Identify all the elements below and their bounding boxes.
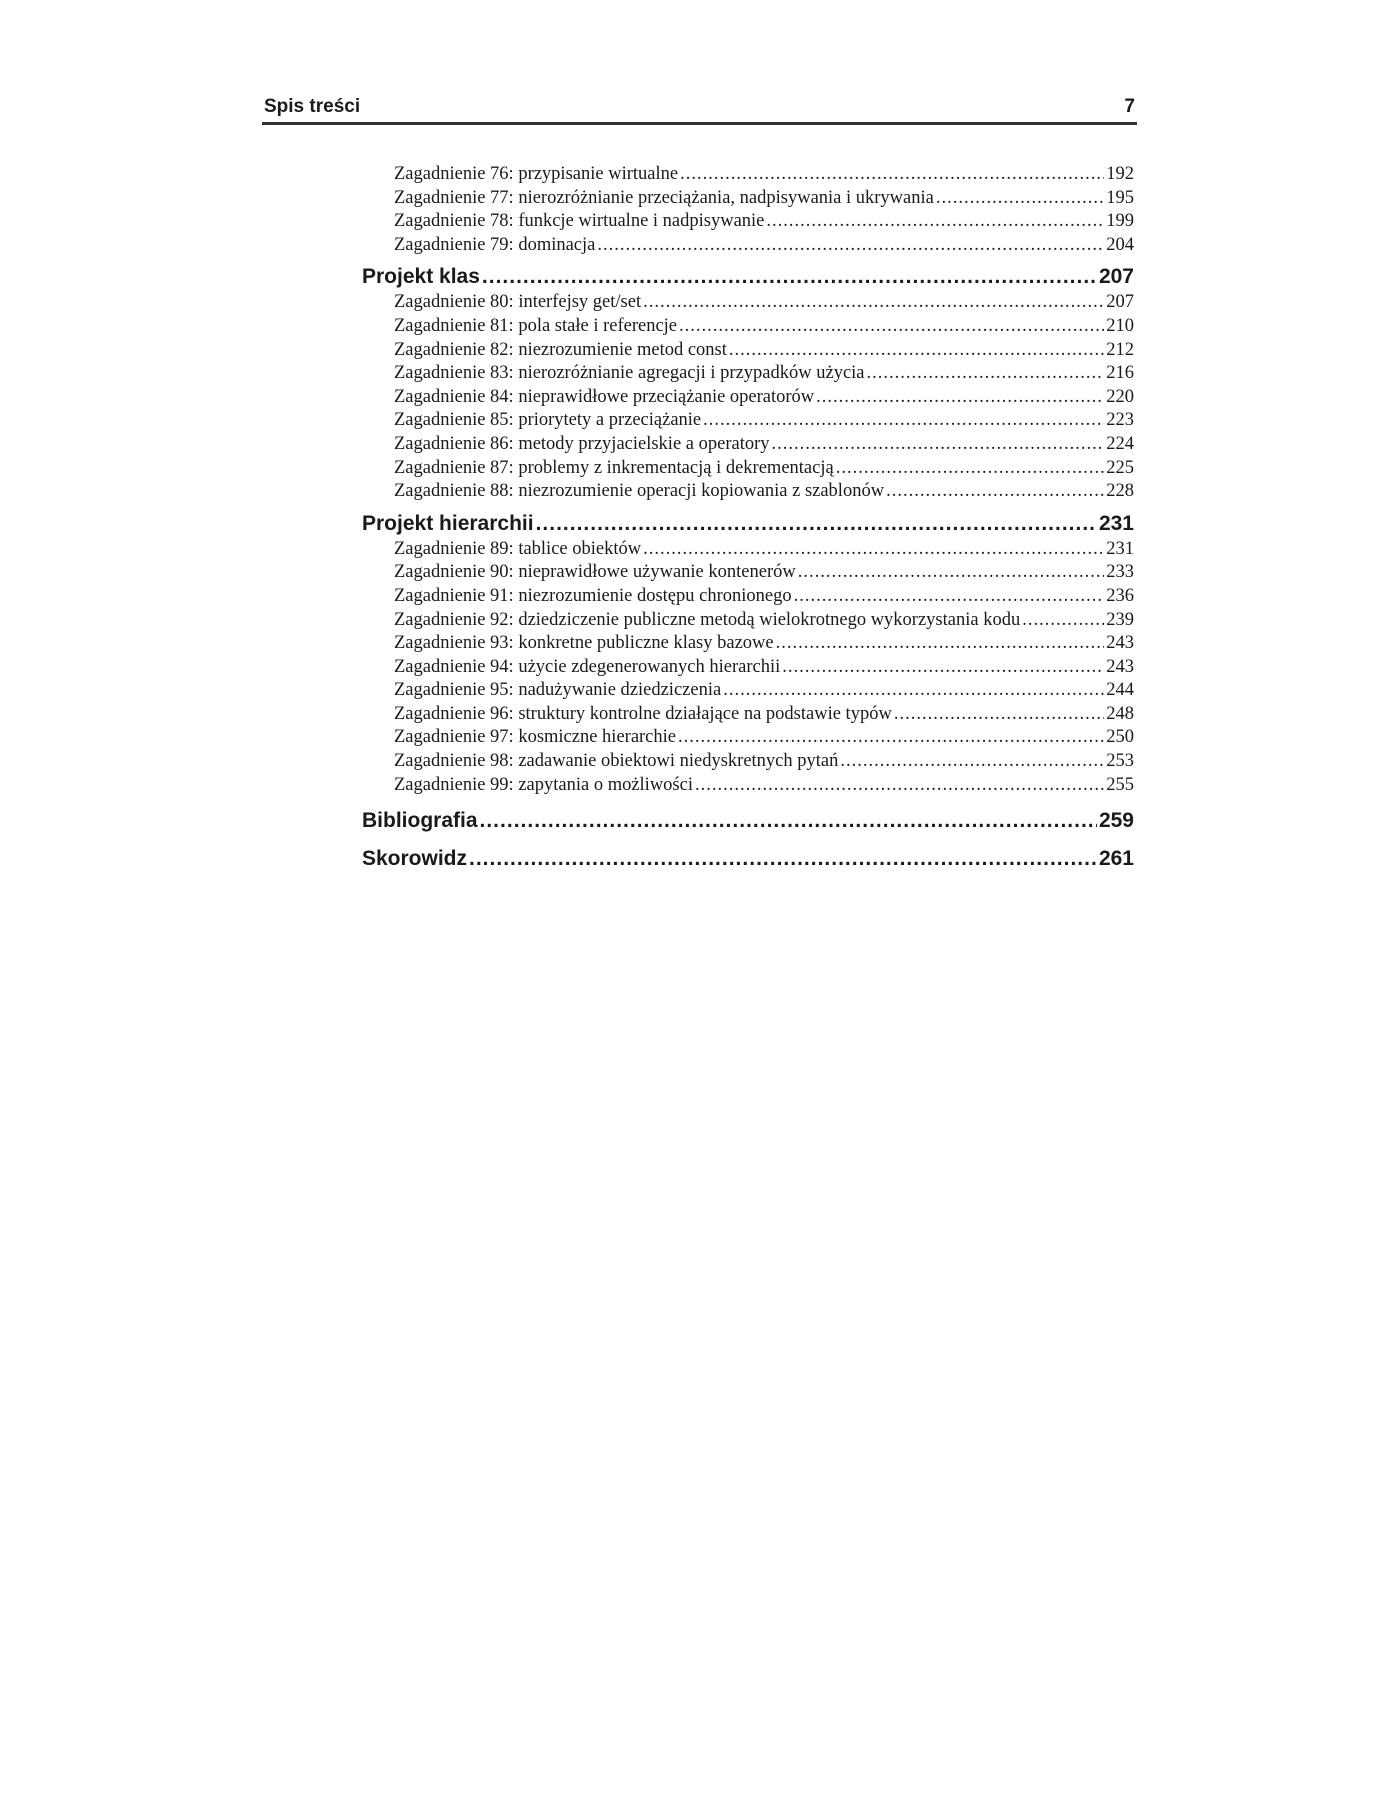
- toc-item[interactable]: [362, 726, 1134, 750]
- toc-item[interactable]: [362, 163, 1134, 187]
- toc-section-page: 261: [1098, 847, 1134, 871]
- toc-item-page: 224: [1106, 433, 1134, 454]
- dot-leader: [836, 457, 1105, 481]
- toc-item[interactable]: [362, 210, 1134, 234]
- dot-leader: [840, 750, 1104, 774]
- dot-leader: [867, 362, 1105, 386]
- toc-item-page: 212: [1106, 339, 1134, 360]
- toc-item-page: 207: [1106, 292, 1134, 313]
- toc-item-label: Zagadnienie 93: konkretne publiczne klasy bazowe: [394, 633, 774, 654]
- toc-item-page: 225: [1106, 457, 1134, 478]
- toc-item-label: Zagadnienie 89: tablice obiektów: [394, 538, 642, 559]
- toc-item-label: Zagadnienie 90: nieprawidłowe używanie kontenerów: [394, 562, 796, 583]
- dot-leader: [536, 510, 1097, 538]
- toc-section-label: Skorowidz: [362, 847, 468, 871]
- toc-item-label: Zagadnienie 83: nierozróżnianie agregacji i przypadków użycia: [394, 363, 865, 384]
- dot-leader: [794, 585, 1105, 609]
- toc-item-label: Zagadnienie 86: metody przyjacielskie a operatory: [394, 433, 770, 454]
- toc-item-label: Zagadnienie 96: struktury kontrolne działające na podstawie typów: [394, 703, 892, 724]
- toc-item-page: 192: [1106, 164, 1134, 184]
- toc-item-label: Zagadnienie 94: użycie zdegenerowanych hierarchii: [394, 656, 781, 677]
- toc-section-projekt-klas[interactable]: [362, 263, 1134, 291]
- toc-item-label: Zagadnienie 82: niezrozumienie metod const: [394, 339, 727, 360]
- toc-item-page: 243: [1106, 656, 1134, 677]
- toc-item[interactable]: [362, 609, 1134, 633]
- toc-item-label: Zagadnienie 97: kosmiczne hierarchie: [394, 727, 676, 748]
- toc-item[interactable]: [362, 339, 1134, 363]
- toc-section-projekt-hierarchii[interactable]: [362, 510, 1134, 538]
- toc-section-page: 259: [1098, 809, 1134, 833]
- toc-item-page: 253: [1106, 751, 1134, 772]
- toc-section-label: Bibliografia: [362, 809, 478, 833]
- toc-section-bibliografia[interactable]: [362, 807, 1134, 835]
- toc-item-label: Zagadnienie 81: pola stałe i referencje: [394, 315, 678, 336]
- toc-item-label: Zagadnienie 76: przypisanie wirtualne: [394, 164, 679, 184]
- toc-item[interactable]: [362, 656, 1134, 680]
- toc-item[interactable]: [362, 234, 1134, 258]
- header-title: Spis treści: [264, 96, 361, 117]
- toc-item-label: Zagadnienie 77: nierozróżnianie przeciążania, nadpisywania i ukrywania: [394, 187, 934, 208]
- dot-leader: [469, 845, 1097, 873]
- toc-item[interactable]: [362, 538, 1134, 562]
- toc-section-label: Projekt hierarchii: [362, 511, 534, 535]
- toc-item[interactable]: [362, 315, 1134, 339]
- toc-item[interactable]: [362, 457, 1134, 481]
- table-of-contents: [362, 163, 1134, 873]
- toc-item-page: 220: [1106, 386, 1134, 407]
- toc-item-label: Zagadnienie 79: dominacja: [394, 234, 596, 255]
- toc-item-page: 199: [1106, 211, 1134, 232]
- toc-item-label: Zagadnienie 78: funkcje wirtualne i nadpisywanie: [394, 211, 765, 232]
- dot-leader: [894, 703, 1104, 727]
- toc-item[interactable]: [362, 703, 1134, 727]
- toc-item-page: 231: [1106, 538, 1134, 559]
- dot-leader: [703, 409, 1104, 433]
- toc-item-page: 210: [1106, 315, 1134, 336]
- dot-leader: [936, 187, 1104, 211]
- toc-item[interactable]: [362, 386, 1134, 410]
- toc-item-page: 248: [1106, 703, 1134, 724]
- dot-leader: [772, 433, 1105, 457]
- toc-item-page: 239: [1106, 609, 1134, 630]
- dot-leader: [816, 386, 1104, 410]
- toc-section-skorowidz[interactable]: [362, 845, 1134, 873]
- dot-leader: [798, 561, 1105, 585]
- toc-item-label: Zagadnienie 87: problemy z inkrementacją i dekrementacją: [394, 457, 834, 478]
- toc-item[interactable]: [362, 433, 1134, 457]
- toc-item-label: Zagadnienie 92: dziedziczenie publiczne metodą wielokrotnego wykorzystania kodu: [394, 609, 1021, 630]
- toc-item-label: Zagadnienie 80: interfejsy get/set: [394, 292, 642, 313]
- toc-item[interactable]: [362, 750, 1134, 774]
- toc-item-label: Zagadnienie 99: zapytania o możliwości: [394, 774, 693, 795]
- dot-leader: [643, 538, 1104, 562]
- dot-leader: [482, 263, 1097, 291]
- toc-item-page: 228: [1106, 481, 1134, 502]
- toc-item-page: 195: [1106, 187, 1134, 208]
- toc-item-page: 204: [1106, 234, 1134, 255]
- toc-item-page: 250: [1106, 727, 1134, 748]
- toc-item[interactable]: [362, 187, 1134, 211]
- running-header: [262, 96, 1137, 125]
- dot-leader: [776, 632, 1105, 656]
- dot-leader: [643, 291, 1104, 315]
- dot-leader: [886, 480, 1104, 504]
- toc-item-page: 255: [1106, 774, 1134, 795]
- toc-item-page: 233: [1106, 562, 1134, 583]
- toc-item[interactable]: [362, 679, 1134, 703]
- toc-item-page: 243: [1106, 633, 1134, 654]
- dot-leader: [695, 774, 1104, 798]
- toc-item-page: 244: [1106, 680, 1134, 701]
- toc-item[interactable]: [362, 409, 1134, 433]
- toc-item[interactable]: [362, 291, 1134, 315]
- toc-item[interactable]: [362, 774, 1134, 798]
- toc-item-page: 216: [1106, 363, 1134, 384]
- toc-item-label: Zagadnienie 91: niezrozumienie dostępu chronionego: [394, 585, 792, 606]
- dot-leader: [723, 679, 1104, 703]
- toc-section-label: Projekt klas: [362, 265, 480, 289]
- toc-item-label: Zagadnienie 98: zadawanie obiektowi niedyskretnych pytań: [394, 751, 839, 772]
- toc-item-label: Zagadnienie 95: nadużywanie dziedziczenia: [394, 680, 722, 701]
- header-page-number: 7: [1124, 96, 1135, 117]
- toc-item-label: Zagadnienie 88: niezrozumienie operacji kopiowania z szablonów: [394, 481, 885, 502]
- dot-leader: [680, 163, 1104, 187]
- toc-item[interactable]: [362, 480, 1134, 504]
- toc-item[interactable]: [362, 561, 1134, 585]
- toc-item-page: 223: [1106, 410, 1134, 431]
- dot-leader: [679, 315, 1104, 339]
- dot-leader: [480, 807, 1097, 835]
- toc-item-page: 236: [1106, 585, 1134, 606]
- dot-leader: [597, 234, 1104, 258]
- toc-section-page: 231: [1098, 511, 1134, 535]
- dot-leader: [729, 339, 1104, 363]
- dot-leader: [782, 656, 1104, 680]
- toc-section-page: 207: [1098, 265, 1134, 289]
- toc-item[interactable]: [362, 632, 1134, 656]
- toc-item-label: Zagadnienie 84: nieprawidłowe przeciążanie operatorów: [394, 386, 815, 407]
- dot-leader: [678, 726, 1104, 750]
- toc-item-label: Zagadnienie 85: priorytety a przeciążanie: [394, 410, 702, 431]
- dot-leader: [766, 210, 1104, 234]
- toc-item[interactable]: [362, 362, 1134, 386]
- toc-item[interactable]: [362, 585, 1134, 609]
- dot-leader: [1022, 609, 1104, 633]
